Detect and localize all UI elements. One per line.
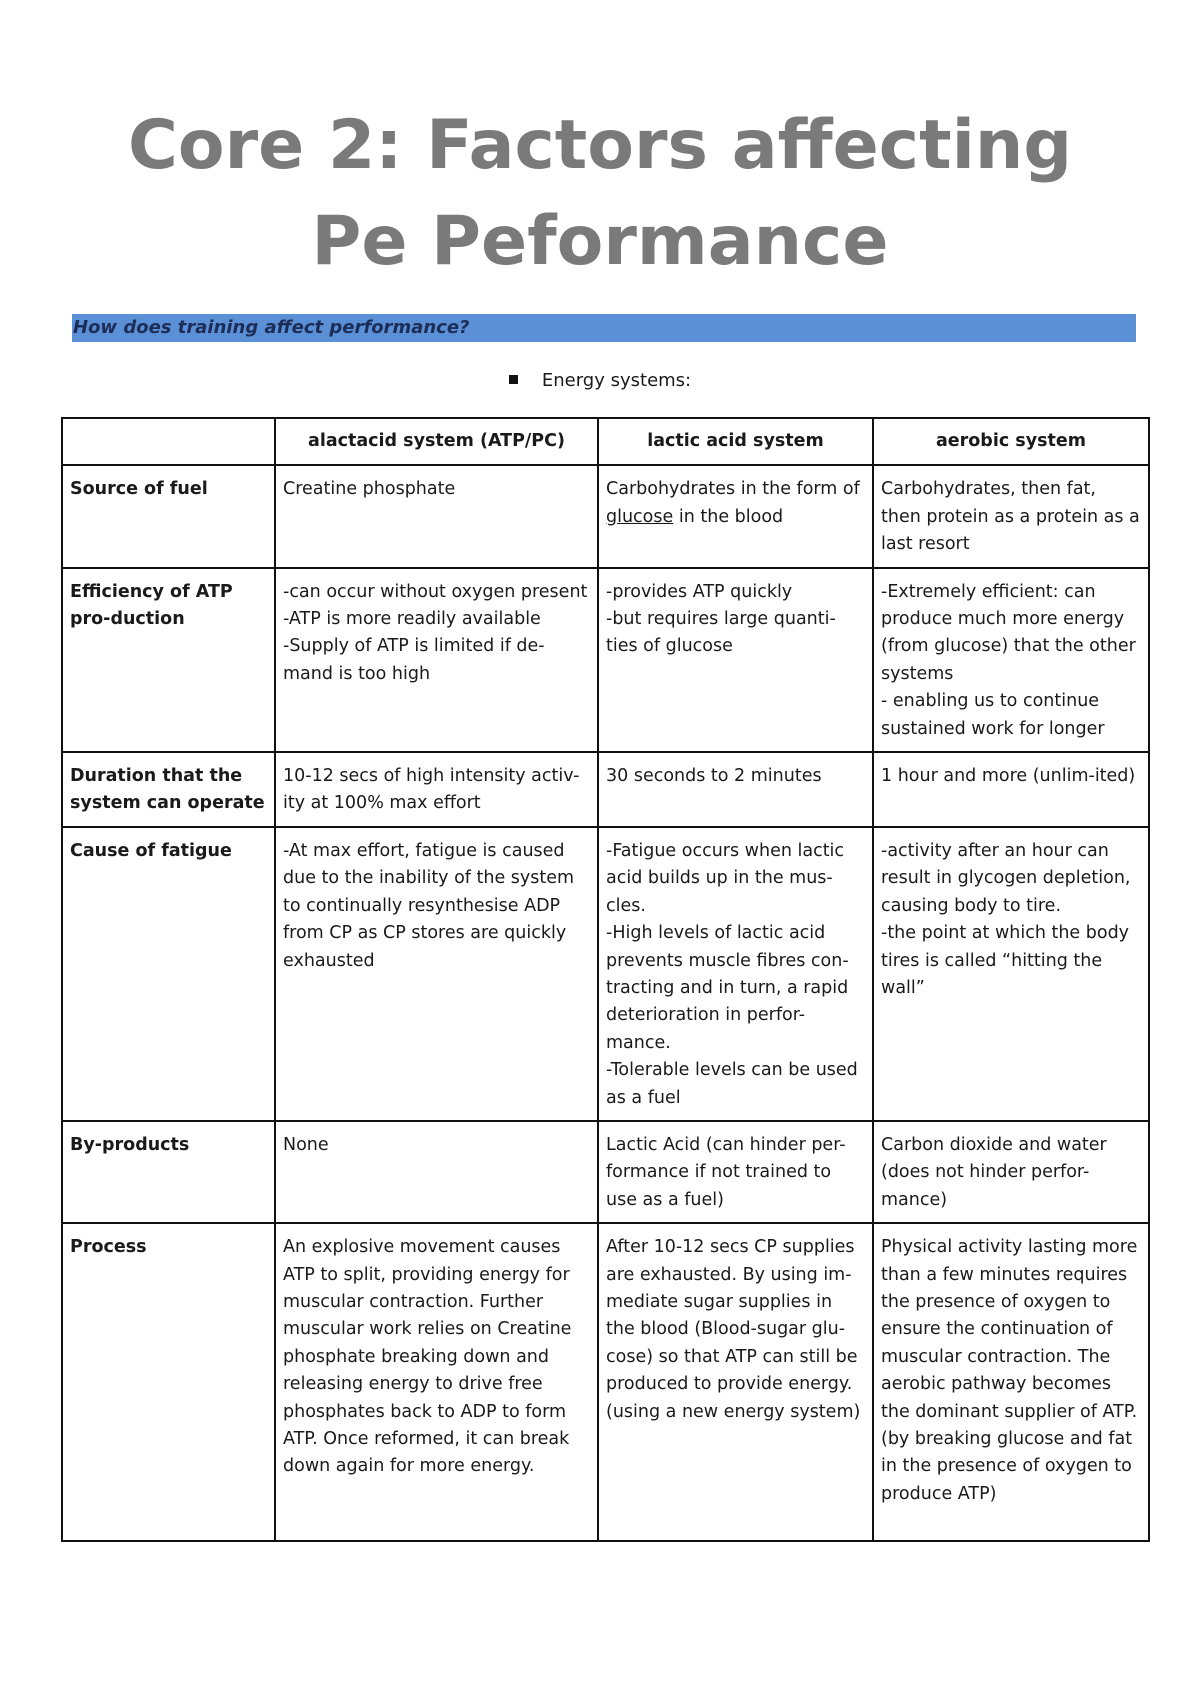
cell-lactic: After 10-12 secs CP supplies are exhausted. By using im-mediate sugar supplies in the blood (Blood-sugar glu-cose) so that ATP can still be produced to provide energy. (using a new energy system) xyxy=(598,1223,873,1541)
cell-alactacid xyxy=(275,827,598,1121)
cell-alactacid xyxy=(275,568,598,752)
page-title xyxy=(0,98,1200,290)
cell-lactic xyxy=(598,465,873,567)
table-row xyxy=(62,827,1149,1121)
title-line-1: Core 2: Factors affecting xyxy=(128,106,1072,185)
table-row xyxy=(62,1223,1149,1541)
cell-lactic: 30 seconds to 2 minutes xyxy=(598,752,873,827)
cell-alactacid: None xyxy=(275,1121,598,1223)
cell-alactacid: An explosive movement causes ATP to split, providing energy for muscular contraction. Further muscular work relies on Creatine phosphate breaking down and releasing energy to drive free phosphates back to ADP to form ATP. Once reformed, it can break down again for more energy. xyxy=(275,1223,598,1541)
cell-aerobic xyxy=(873,1223,1149,1541)
cell-alactacid: Creatine phosphate xyxy=(275,465,598,567)
cell-text: -Fatigue occurs when lactic acid builds up in the mus-cles. -High levels of lactic acid prevents muscle fibres con-tracting and in turn, a rapid deterioration in perfor-mance. -Tolerable levels can be used as a fuel xyxy=(606,840,858,1108)
table-header-row xyxy=(62,418,1149,465)
square-bullet-icon xyxy=(509,375,518,384)
energy-systems-table xyxy=(61,417,1150,1542)
table-row xyxy=(62,752,1149,827)
cell-text: -can occur without oxygen present -ATP is more readily available -Supply of ATP is limited if de-mand is too high xyxy=(283,581,588,684)
cell-lactic: Lactic Acid (can hinder per-formance if not trained to use as a fuel) xyxy=(598,1121,873,1223)
cell-text-pre: Carbohydrates in the form of xyxy=(606,479,860,500)
table-row xyxy=(62,1121,1149,1223)
question-heading: How does training affect performance? xyxy=(73,317,470,338)
cell-text: -Extremely efficient: can produce much more energy (from glucose) that the other systems - enabling us to continue sustained work for longer xyxy=(881,581,1136,739)
table-row xyxy=(62,568,1149,752)
row-label: Source of fuel xyxy=(62,465,275,567)
header-lactic: lactic acid system xyxy=(598,418,873,465)
cell-alactacid: 10-12 secs of high intensity activ-ity at 100% max effort xyxy=(275,752,598,827)
cell-aerobic: Carbon dioxide and water (does not hinder perfor-mance) xyxy=(873,1121,1149,1223)
cell-lactic xyxy=(598,568,873,752)
cell-text-post: in the blood xyxy=(673,506,784,527)
question-heading-bar xyxy=(72,314,1136,342)
cell-aerobic: 1 hour and more (unlim-ited) xyxy=(873,752,1149,827)
row-label: Efficiency of ATP pro-duction xyxy=(62,568,275,752)
table-row xyxy=(62,465,1149,567)
row-label: By-products xyxy=(62,1121,275,1223)
row-label: Cause of fatigue xyxy=(62,827,275,1121)
cell-aerobic: Carbohydrates, then fat, then protein as a protein as a last resort xyxy=(873,465,1149,567)
cell-aerobic xyxy=(873,568,1149,752)
bullet-item xyxy=(0,370,1200,392)
row-label: Process xyxy=(62,1223,275,1541)
header-alactacid: alactacid system (ATP/PC) xyxy=(275,418,598,465)
cell-text: -activity after an hour can result in glycogen depletion, causing body to tire. -the point at which the body tires is called “hitting the wall” xyxy=(881,840,1131,998)
row-label: Duration that the system can operate xyxy=(62,752,275,827)
title-line-2: Pe Peformance xyxy=(311,202,889,281)
cell-lactic xyxy=(598,827,873,1121)
header-aerobic: aerobic system xyxy=(873,418,1149,465)
cell-text: -provides ATP quickly -but requires large quanti-ties of glucose xyxy=(606,581,836,657)
cell-text: -At max effort, fatigue is caused due to the inability of the system to continually resynthesise ADP from CP as CP stores are quickly exhausted xyxy=(283,840,575,971)
header-empty xyxy=(62,418,275,465)
cell-aerobic xyxy=(873,827,1149,1121)
cell-text: Physical activity lasting more than a few minutes requires the presence of oxygen to ensure the continuation of muscular contraction. The aerobic pathway becomes the dominant supplier of ATP. (by breaking glucose and fat in the presence of oxygen to produce ATP) xyxy=(881,1237,1138,1504)
bullet-text: Energy systems: xyxy=(541,370,692,391)
glucose-link[interactable]: glucose xyxy=(606,506,674,527)
